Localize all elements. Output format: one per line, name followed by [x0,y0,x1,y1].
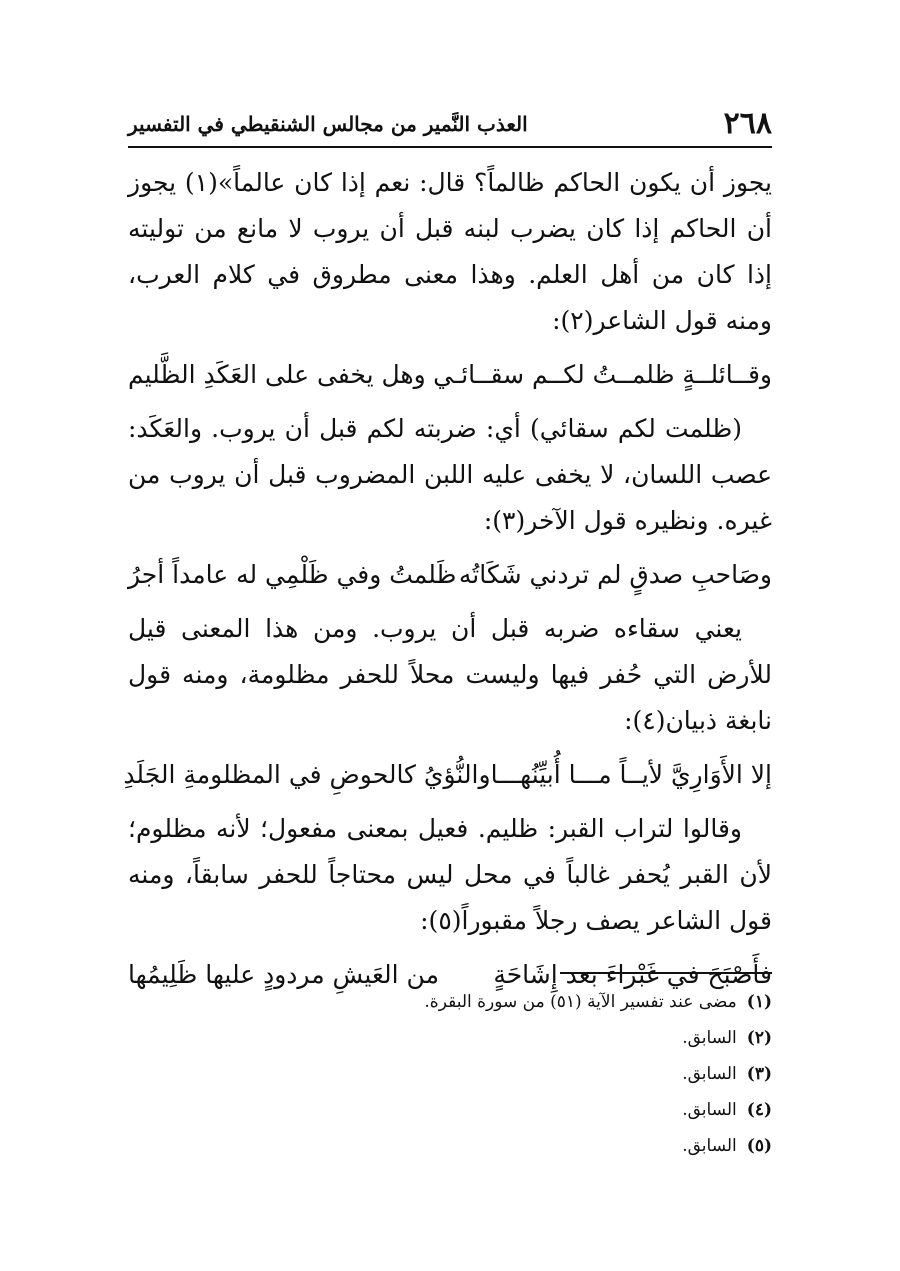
running-title: العذب النَّمير من مجالس الشنقيطي في التفسير [128,112,528,136]
paragraph-3: يعني سقاءه ضربه قبل أن يروب. ومن هذا المعنى قيل للأرض التي حُفر فيها وليست محلاً للحفر مظلومة، ومنه قول نابغة ذبيان(٤): [128,614,772,735]
footnote-divider [560,972,772,974]
footnote-number: (٤) [746,1100,772,1120]
footnote-text: السابق. [682,1100,737,1120]
verse-3-second-hemistich: والنُّؤيُ كالحوضِ في المظلومةِ الجَلَدِ [123,760,491,789]
footnote-text: مضى عند تفسير الآية (٥١) من سورة البقرة. [424,992,737,1012]
footnote [128,1128,772,1164]
footnote-text: السابق. [682,1064,737,1084]
verse-1 [128,350,772,400]
verse-4-second-hemistich: من العَيشِ مردودٍ عليها ظَلِيمُها [128,960,439,989]
paragraph-4: وقالوا لتراب القبر: ظليم. فعيل بمعنى مفعول؛ لأنه مظلوم؛ لأن القبر يُحفر غالباً في محل ليس محتاجاً للحفر سابقاً، ومنه قول الشاعر يصف رجلاً مقبوراً(٥): [128,814,772,935]
footnote-number: (١) [746,992,772,1012]
verse-3-first-hemistich: إلا الأَوَارِيَّ لأيــاً مـــا أُبيِّنُهـــا [490,760,772,789]
verse-1-second-hemistich: وهل يخفى على العَكَدِ الظَّليم [128,360,426,389]
footnote-number: (٣) [746,1064,772,1084]
paragraph-1: يجوز أن يكون الحاكم ظالماً؟ قال: نعم إذا كان عالماً»(١) يجوز أن الحاكم إذا كان يضرب لبنه قبل أن يروب لا مانع من توليته إذا كان من أهل العلم. وهذا معنى مطروق في كلام العرب، ومنه قول الشاعر(٢): [128,168,772,335]
footnotes [128,984,772,1164]
paragraph-2: (ظلمت لكم سقائي) أي: ضربته لكم قبل أن يروب. والعَكَد: عصب اللسان، لا يخفى عليه اللبن المضروب قبل أن يروب من غيره. ونظيره قول الآخر(٣): [128,414,772,535]
verse-2-second-hemistich: ظَلمتُ وفي ظَلْمِي له عامداً أجرُ [128,560,457,589]
footnote [128,984,772,1020]
main-text [123,160,772,1006]
verse-4-first-hemistich: فأَصْبَحَ في غَبْراءَ بعد إِشَاحَةٍ [493,960,772,989]
footnote-number: (٢) [746,1028,772,1048]
verse-2 [128,550,772,600]
footnote-number: (٥) [746,1136,772,1156]
footnote [128,1020,772,1056]
footnote [128,1092,772,1128]
verse-2-first-hemistich: وصَاحبِ صدقٍ لم تردني شَكَاتُه [458,560,772,589]
verse-3 [123,750,772,800]
footnote-text: السابق. [682,1028,737,1048]
footnote-text: السابق. [682,1136,737,1156]
footnote [128,1056,772,1092]
page-header [128,100,772,148]
page-number: ٢٦٨ [723,106,772,141]
verse-1-first-hemistich: وقــائلــةٍ ظلمــتُ لكــم سقــائـي [433,360,772,389]
